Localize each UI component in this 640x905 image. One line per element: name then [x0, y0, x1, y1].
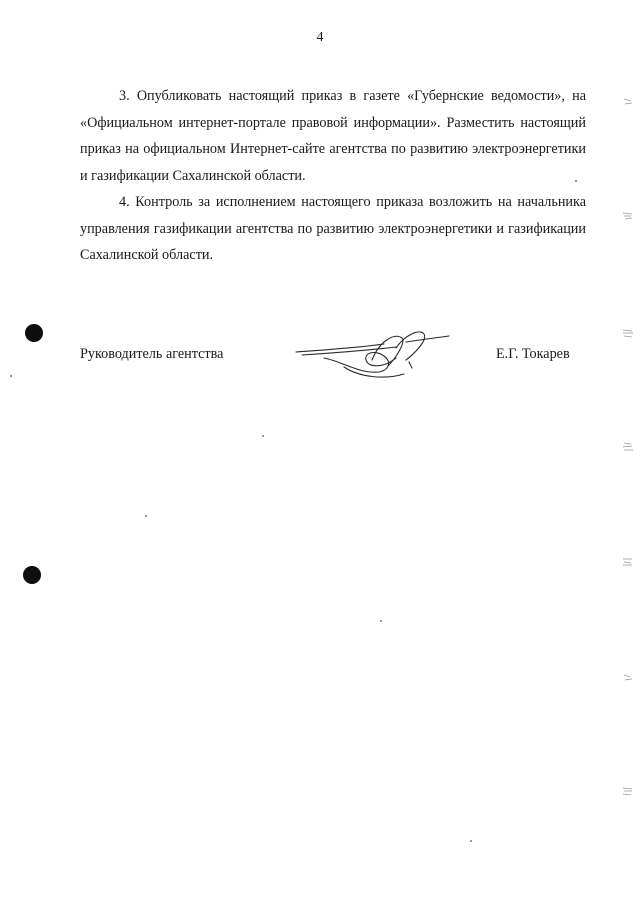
paragraph-publication: 3. Опубликовать настоящий приказ в газете «Губернские ведомости», на «Официальном интернет-портале правовой информации». Разместить настоящий приказ на официальном Интернет-сайте агентства по развитию электроэнергетики и газификации Сахалинской области. [80, 88, 586, 184]
scan-edge-mark [622, 210, 634, 222]
scan-speck [470, 840, 472, 842]
scan-edge-mark [622, 673, 634, 685]
scan-speck [10, 375, 12, 377]
signer-name: Е.Г. Токарев [496, 346, 570, 362]
scan-edge-mark [622, 96, 634, 108]
scan-edge-mark [622, 328, 634, 340]
paragraph-control: 4. Контроль за исполнением настоящего приказа возложить на начальника управления газификации агентства по развитию электроэнергетики и газификации Сахалинской области. [80, 194, 586, 263]
page-number: 4 [316, 30, 324, 45]
scan-speck [145, 515, 147, 517]
signer-position: Руководитель агентства [80, 346, 224, 362]
scan-edge-mark [622, 556, 634, 568]
scan-speck [262, 435, 264, 437]
scan-speck [575, 180, 577, 182]
scan-edge-mark [622, 786, 634, 798]
document-body [80, 83, 586, 269]
scan-speck [380, 620, 382, 622]
punch-hole [25, 324, 43, 342]
handwritten-signature [284, 322, 454, 382]
scan-edge-mark [622, 441, 634, 453]
punch-hole [23, 566, 41, 584]
